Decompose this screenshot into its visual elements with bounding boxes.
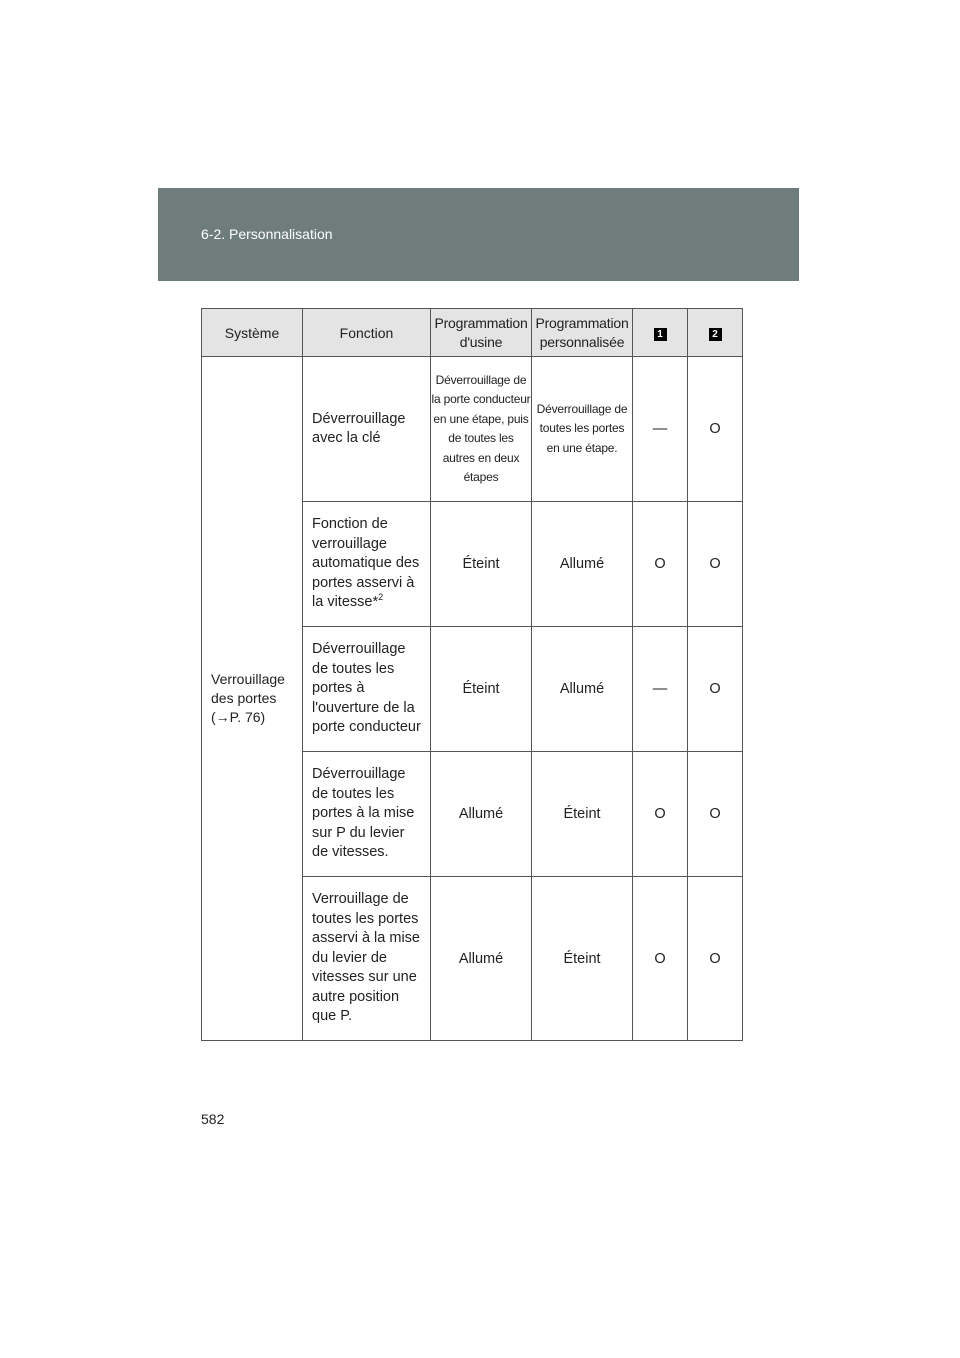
section-title: 6-2. Personnalisation [201, 226, 333, 242]
function-cell [303, 502, 431, 627]
page-number: 582 [201, 1111, 225, 1127]
header-custom-setting: Programmation personnalisée [532, 309, 633, 357]
custom-cell: Allumé [532, 502, 633, 627]
header-system: Système [202, 309, 303, 357]
function-cell: Déverrouillage de toutes les portes à la mise sur P du levier de vitesses. [303, 752, 431, 877]
table-header-row [202, 309, 743, 357]
col1-cell: — [633, 357, 688, 502]
header-col-2 [688, 309, 743, 357]
function-cell: Déverrouillage de toutes les portes à l'ouverture de la porte conducteur [303, 627, 431, 752]
col2-cell: O [688, 752, 743, 877]
header-col-1 [633, 309, 688, 357]
function-cell: Déverrouillage avec la clé [303, 357, 431, 502]
col1-cell: O [633, 877, 688, 1041]
col2-cell: O [688, 627, 743, 752]
table-row [202, 357, 743, 502]
factory-cell: Allumé [431, 877, 532, 1041]
col1-cell: — [633, 627, 688, 752]
custom-cell: Éteint [532, 752, 633, 877]
custom-cell: Éteint [532, 877, 633, 1041]
col1-cell: O [633, 752, 688, 877]
function-text: Fonction de verrouillage automatique des portes asservi à la vitesse* [312, 516, 420, 611]
header-factory-setting: Programmation d'usine [431, 309, 532, 357]
footnote-mark: 2 [378, 592, 384, 603]
col2-cell: O [688, 877, 743, 1041]
function-cell: Verrouillage de toutes les portes asservi à la mise du levier de vitesses sur une autre position que P. [303, 877, 431, 1041]
header-function: Fonction [303, 309, 431, 357]
customization-table [201, 308, 743, 1041]
custom-cell: Déverrouillage de toutes les portes en une étape. [532, 357, 633, 502]
number-1-icon: 1 [654, 328, 667, 341]
factory-cell: Éteint [431, 627, 532, 752]
col2-cell: O [688, 502, 743, 627]
factory-cell: Allumé [431, 752, 532, 877]
custom-cell: Allumé [532, 627, 633, 752]
col2-cell: O [688, 357, 743, 502]
number-2-icon: 2 [709, 328, 722, 341]
factory-cell: Éteint [431, 502, 532, 627]
system-cell: Verrouillage des portes (→P. 76) [202, 357, 303, 1041]
col1-cell: O [633, 502, 688, 627]
factory-cell: Déverrouillage de la porte conducteur en une étape, puis de toutes les autres en deux étapes [431, 357, 532, 502]
